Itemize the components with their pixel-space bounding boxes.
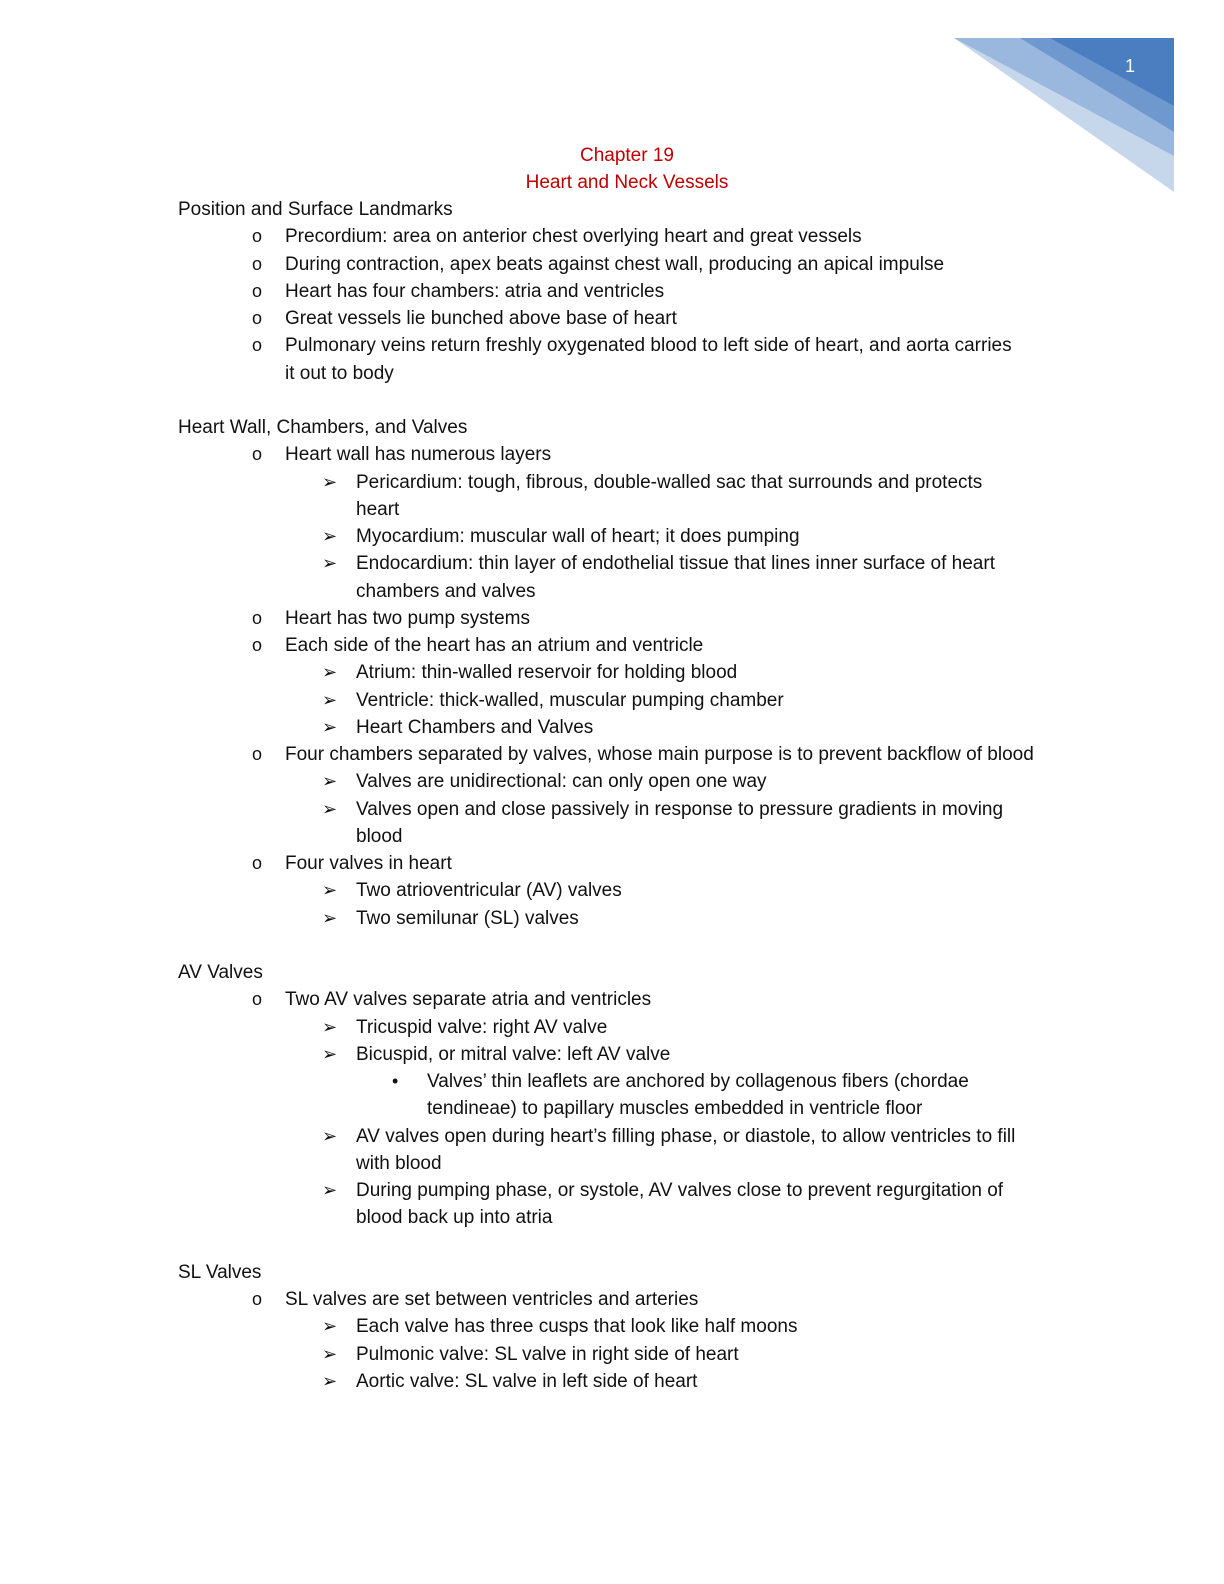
sub-bullet-item: Aortic valve: SL valve in left side of heart: [356, 1370, 698, 1392]
arrow-bullet-icon: ➢: [322, 1316, 338, 1337]
bullet-item: Heart wall has numerous layers: [285, 444, 552, 466]
sub-bullet-item: Two atrioventricular (AV) valves: [356, 880, 622, 902]
arrow-bullet-icon: ➢: [322, 1125, 338, 1146]
sub-bullet-continuation: chambers and valves: [356, 580, 536, 602]
arrow-bullet-icon: ➢: [322, 1370, 338, 1391]
section-heading: Heart Wall, Chambers, and Valves: [178, 417, 468, 438]
section-heading: AV Valves: [178, 962, 263, 983]
circle-bullet-icon: o: [252, 744, 263, 764]
bullet-item: Heart has two pump systems: [285, 607, 530, 629]
arrow-bullet-icon: ➢: [322, 689, 338, 710]
arrow-bullet-icon: ➢: [322, 553, 338, 574]
arrow-bullet-icon: ➢: [322, 1180, 338, 1200]
sub-bullet-item: Two semilunar (SL) valves: [356, 907, 579, 929]
bullet-item: Precordium: area on anterior chest overlying heart and great vessels: [285, 226, 862, 248]
arrow-bullet-icon: ➢: [322, 1043, 338, 1064]
sub-bullet-item: Each valve has three cusps that look like half moons: [356, 1316, 798, 1338]
sub-bullet-item: Heart Chambers and Valves: [356, 716, 594, 738]
bullet-item: Great vessels lie bunched above base of heart: [285, 308, 677, 329]
arrow-bullet-icon: ➢: [322, 526, 338, 546]
circle-bullet-icon: o: [252, 444, 263, 465]
bullet-continuation: it out to body: [285, 362, 394, 384]
arrow-bullet-icon: ➢: [322, 716, 338, 737]
page-number: 1: [1124, 56, 1135, 76]
chapter-subtitle: Heart and Neck Vessels: [525, 172, 729, 193]
sub-bullet-item: Tricuspid valve: right AV valve: [356, 1016, 608, 1038]
circle-bullet-icon: o: [252, 226, 263, 247]
sub-bullet-continuation: blood: [356, 825, 403, 847]
bullet-item: Pulmonary veins return freshly oxygenated blood to left side of heart, and aorta carries: [285, 335, 1012, 357]
bullet-item: Four chambers separated by valves, whose main purpose is to prevent backflow of blood: [285, 744, 1034, 765]
arrow-bullet-icon: ➢: [322, 1343, 338, 1364]
sub-bullet-item: Valves are unidirectional: can only open one way: [356, 771, 767, 793]
bullet-item: During contraction, apex beats against chest wall, producing an apical impulse: [285, 253, 945, 275]
circle-bullet-icon: o: [252, 989, 263, 1010]
sub-bullet-item: Myocardium: muscular wall of heart; it does pumping: [356, 526, 800, 547]
circle-bullet-icon: o: [252, 635, 263, 655]
section-heading: SL Valves: [178, 1261, 262, 1283]
sub-sub-bullet-item: Valves’ thin leaflets are anchored by collagenous fibers (chordae: [427, 1071, 969, 1092]
sub-bullet-item: Bicuspid, or mitral valve: left AV valve: [356, 1043, 671, 1065]
circle-bullet-icon: o: [252, 853, 263, 873]
arrow-bullet-icon: ➢: [322, 907, 338, 928]
sub-bullet-item: Pulmonic valve: SL valve in right side of heart: [356, 1343, 739, 1365]
dot-bullet-icon: •: [392, 1071, 399, 1091]
sub-bullet-continuation: heart: [356, 498, 400, 520]
arrow-bullet-icon: ➢: [322, 1016, 338, 1037]
bullet-item: Each side of the heart has an atrium and ventricle: [285, 635, 704, 656]
sub-bullet-item: Valves open and close passively in response to pressure gradients in moving: [356, 798, 1004, 820]
circle-bullet-icon: o: [252, 1289, 263, 1309]
circle-bullet-icon: o: [252, 335, 263, 356]
arrow-bullet-icon: ➢: [322, 471, 338, 492]
sub-bullet-continuation: blood back up into atria: [356, 1207, 553, 1229]
sub-bullet-item: Ventricle: thick-walled, muscular pumping chamber: [356, 689, 784, 711]
arrow-bullet-icon: ➢: [322, 798, 338, 819]
bullet-item: SL valves are set between ventricles and arteries: [285, 1289, 699, 1310]
sub-bullet-continuation: with blood: [356, 1152, 442, 1174]
bullet-item: Four valves in heart: [285, 853, 452, 874]
arrow-bullet-icon: ➢: [322, 662, 338, 683]
sub-bullet-item: Endocardium: thin layer of endothelial tissue that lines inner surface of heart: [356, 553, 995, 575]
bullet-item: Two AV valves separate atria and ventricles: [285, 989, 652, 1011]
sub-bullet-item: Pericardium: tough, fibrous, double-walled sac that surrounds and protects: [356, 471, 983, 493]
section-heading: Position and Surface Landmarks: [178, 199, 453, 220]
chapter-title: Chapter 19: [579, 145, 674, 166]
arrow-bullet-icon: ➢: [322, 880, 338, 901]
circle-bullet-icon: o: [252, 308, 263, 328]
sub-sub-bullet-continuation: tendineae) to papillary muscles embedded in ventricle floor: [427, 1098, 923, 1120]
circle-bullet-icon: o: [252, 607, 263, 628]
sub-bullet-item: AV valves open during heart’s filling phase, or diastole, to allow ventricles to fill: [356, 1125, 1016, 1147]
bullet-item: Heart has four chambers: atria and ventricles: [285, 280, 665, 302]
sub-bullet-item: During pumping phase, or systole, AV valves close to prevent regurgitation of: [356, 1180, 1004, 1201]
sub-bullet-item: Atrium: thin-walled reservoir for holding blood: [356, 662, 738, 684]
arrow-bullet-icon: ➢: [322, 771, 338, 792]
circle-bullet-icon: o: [252, 280, 263, 301]
circle-bullet-icon: o: [252, 253, 263, 274]
